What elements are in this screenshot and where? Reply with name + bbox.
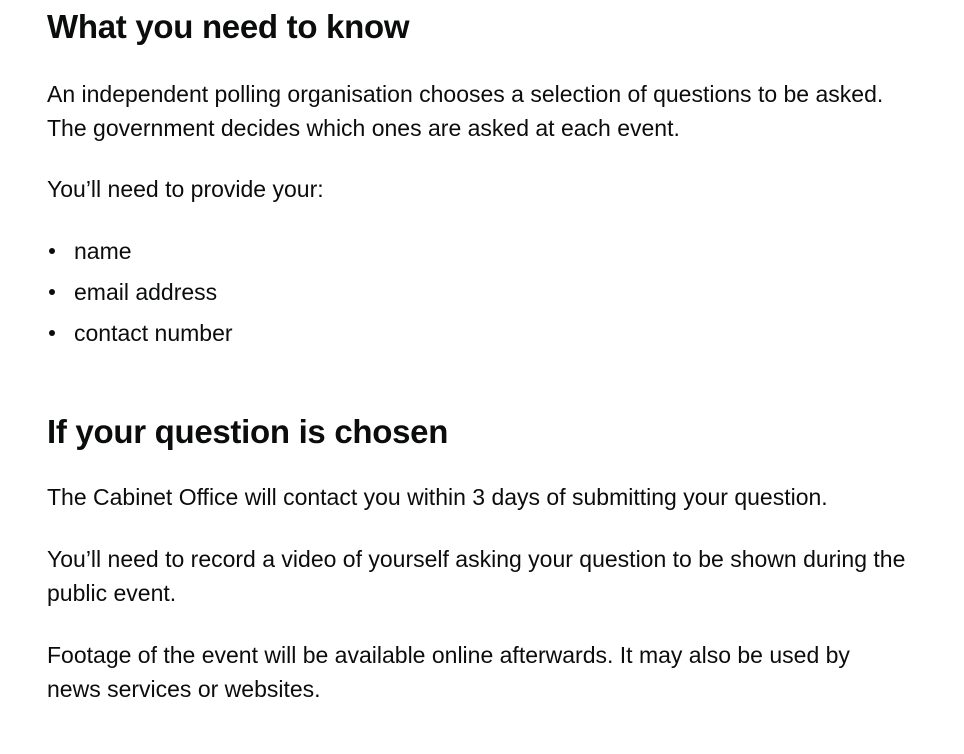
- section-heading-what-you-need-to-know: What you need to know: [47, 8, 410, 45]
- list-item: [47, 275, 233, 316]
- bullet-icon: [49, 289, 55, 295]
- bullet-icon: [49, 248, 55, 254]
- list-item-label: name: [74, 238, 132, 264]
- intro-paragraph: An independent polling organisation chooses a selection of questions to be asked. The government decides which ones are asked at each event.: [47, 81, 884, 141]
- provide-label: You’ll need to provide your:: [47, 176, 324, 202]
- list-item-label: contact number: [74, 320, 233, 346]
- list-item: [47, 316, 233, 357]
- section-heading-if-your-question-is-chosen: If your question is chosen: [47, 413, 449, 450]
- bullet-icon: [49, 330, 55, 336]
- list-item-label: email address: [74, 279, 218, 305]
- footage-paragraph: Footage of the event will be available online afterwards. It may also be used by news services or websites.: [47, 642, 850, 702]
- list-item: [47, 234, 233, 275]
- requirements-list: [47, 234, 233, 357]
- video-paragraph: You’ll need to record a video of yourself asking your question to be shown during the public event.: [47, 546, 906, 606]
- contact-paragraph: The Cabinet Office will contact you within 3 days of submitting your question.: [47, 484, 828, 510]
